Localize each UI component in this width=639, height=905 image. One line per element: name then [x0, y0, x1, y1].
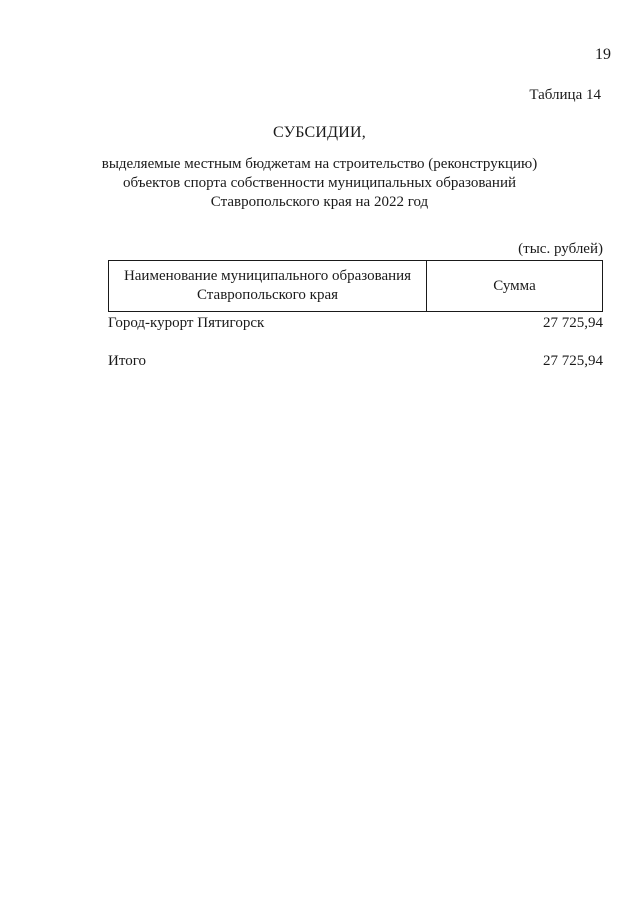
municipality-name: Город-курорт Пятигорск: [108, 315, 265, 331]
column-header-sum: Сумма: [493, 277, 536, 294]
units-note: (тыс. рублей): [518, 241, 603, 257]
subtitle-line: выделяемые местным бюджетам на строительство (реконструкцию): [101, 156, 538, 172]
subtitle-line: объектов спорта собственности муниципальных образований: [122, 175, 516, 191]
document-title: СУБСИДИИ,: [273, 124, 366, 141]
total-amount: 27 725,94: [543, 353, 603, 369]
table-label: Таблица 14: [529, 87, 601, 103]
subsidy-amount: 27 725,94: [543, 315, 603, 331]
total-label: Итого: [108, 353, 146, 369]
column-header-name-line: Ставропольского края: [197, 287, 338, 303]
page-number: 19: [595, 46, 611, 63]
table-header: [108, 260, 603, 312]
total-row: [108, 352, 603, 370]
document-subtitle: [0, 155, 639, 212]
column-header-name-line: Наименование муниципального образования: [123, 268, 412, 284]
table-row: [108, 314, 603, 332]
column-header-name: [109, 261, 427, 311]
subtitle-line: Ставропольского края на 2022 год: [210, 194, 429, 210]
